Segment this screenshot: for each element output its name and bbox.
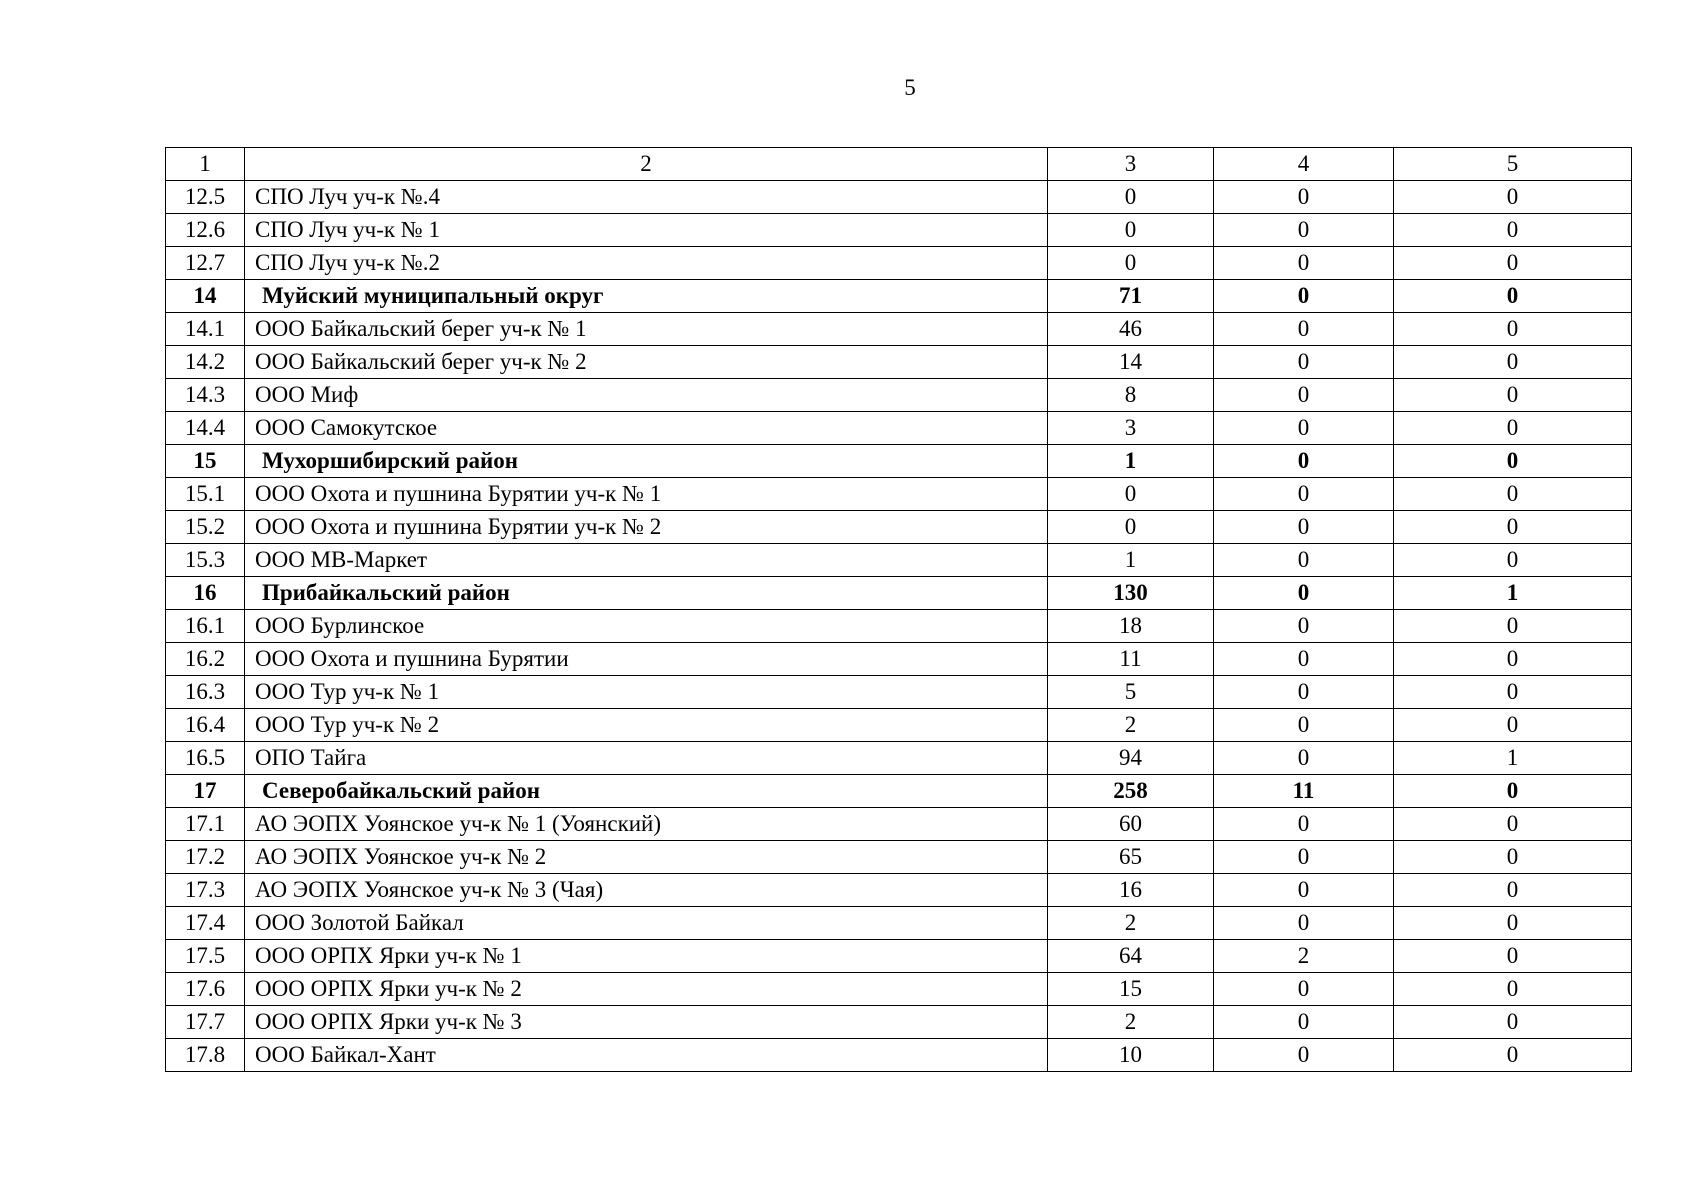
row-name-cell: ООО Тур уч-к № 2 <box>245 709 1048 742</box>
row-number-cell: 15.2 <box>166 511 245 544</box>
column-5-value-cell: 0 <box>1394 313 1632 346</box>
column-4-value-cell: 0 <box>1214 247 1394 280</box>
column-4-value-cell: 0 <box>1214 445 1394 478</box>
column-number-cell: 1 <box>166 148 245 181</box>
row-number-cell: 17.5 <box>166 940 245 973</box>
column-4-value-cell: 0 <box>1214 346 1394 379</box>
row-number-cell: 16.1 <box>166 610 245 643</box>
column-5-value-cell: 0 <box>1394 874 1632 907</box>
table-row <box>166 412 1632 445</box>
column-3-value-cell: 1 <box>1048 445 1214 478</box>
data-table <box>165 147 1632 1072</box>
row-number-cell: 14.2 <box>166 346 245 379</box>
row-name-cell: СПО Луч уч-к №.4 <box>245 181 1048 214</box>
column-5-value-cell: 0 <box>1394 775 1632 808</box>
row-name-cell: ООО Бурлинское <box>245 610 1048 643</box>
column-3-value-cell: 18 <box>1048 610 1214 643</box>
column-5-value-cell: 0 <box>1394 280 1632 313</box>
column-5-value-cell: 0 <box>1394 346 1632 379</box>
row-name-cell: СПО Луч уч-к № 1 <box>245 214 1048 247</box>
column-5-value-cell: 0 <box>1394 412 1632 445</box>
row-name-cell: ООО Золотой Байкал <box>245 907 1048 940</box>
column-5-value-cell: 0 <box>1394 511 1632 544</box>
column-4-value-cell: 0 <box>1214 610 1394 643</box>
column-5-value-cell: 0 <box>1394 841 1632 874</box>
column-5-value-cell: 0 <box>1394 907 1632 940</box>
row-name-cell: ООО Охота и пушнина Бурятии уч-к № 2 <box>245 511 1048 544</box>
column-3-value-cell: 10 <box>1048 1039 1214 1072</box>
row-number-cell: 17.3 <box>166 874 245 907</box>
column-4-value-cell: 2 <box>1214 940 1394 973</box>
row-number-cell: 17.6 <box>166 973 245 1006</box>
row-number-cell: 16.2 <box>166 643 245 676</box>
column-4-value-cell: 0 <box>1214 742 1394 775</box>
column-3-value-cell: 15 <box>1048 973 1214 1006</box>
row-number-cell: 12.7 <box>166 247 245 280</box>
column-4-value-cell: 0 <box>1214 577 1394 610</box>
row-number-cell: 16.3 <box>166 676 245 709</box>
column-number-cell: 2 <box>245 148 1048 181</box>
column-4-value-cell: 0 <box>1214 214 1394 247</box>
column-5-value-cell: 0 <box>1394 181 1632 214</box>
column-3-value-cell: 64 <box>1048 940 1214 973</box>
column-5-value-cell: 0 <box>1394 445 1632 478</box>
row-number-cell: 15 <box>166 445 245 478</box>
column-5-value-cell: 0 <box>1394 940 1632 973</box>
table-row <box>166 643 1632 676</box>
row-name-cell: ООО Тур уч-к № 1 <box>245 676 1048 709</box>
table-row <box>166 247 1632 280</box>
row-name-cell: ООО ОРПХ Ярки уч-к № 3 <box>245 1006 1048 1039</box>
column-3-value-cell: 0 <box>1048 511 1214 544</box>
column-3-value-cell: 3 <box>1048 412 1214 445</box>
row-name-cell: ООО Охота и пушнина Бурятии уч-к № 1 <box>245 478 1048 511</box>
column-4-value-cell: 0 <box>1214 643 1394 676</box>
column-5-value-cell: 0 <box>1394 610 1632 643</box>
row-name-cell: Северобайкальский район <box>245 775 1048 808</box>
column-4-value-cell: 0 <box>1214 709 1394 742</box>
table-row <box>166 1039 1632 1072</box>
row-name-cell: ООО Самокутское <box>245 412 1048 445</box>
column-number-cell: 3 <box>1048 148 1214 181</box>
column-5-value-cell: 1 <box>1394 577 1632 610</box>
column-4-value-cell: 0 <box>1214 379 1394 412</box>
table-row <box>166 940 1632 973</box>
table-row <box>166 214 1632 247</box>
column-4-value-cell: 0 <box>1214 1006 1394 1039</box>
table-row <box>166 841 1632 874</box>
row-number-cell: 14.1 <box>166 313 245 346</box>
row-name-cell: АО ЭОПХ Уоянское уч-к № 3 (Чая) <box>245 874 1048 907</box>
column-3-value-cell: 60 <box>1048 808 1214 841</box>
column-5-value-cell: 0 <box>1394 709 1632 742</box>
table-row <box>166 1006 1632 1039</box>
column-4-value-cell: 0 <box>1214 676 1394 709</box>
column-4-value-cell: 0 <box>1214 907 1394 940</box>
column-3-value-cell: 46 <box>1048 313 1214 346</box>
row-name-cell: Прибайкальский район <box>245 577 1048 610</box>
column-4-value-cell: 0 <box>1214 181 1394 214</box>
column-3-value-cell: 2 <box>1048 907 1214 940</box>
column-3-value-cell: 11 <box>1048 643 1214 676</box>
column-3-value-cell: 258 <box>1048 775 1214 808</box>
column-5-value-cell: 0 <box>1394 544 1632 577</box>
district-row <box>166 280 1632 313</box>
table-row <box>166 709 1632 742</box>
column-5-value-cell: 1 <box>1394 742 1632 775</box>
column-5-value-cell: 0 <box>1394 676 1632 709</box>
row-name-cell: Мухоршибирский район <box>245 445 1048 478</box>
row-number-cell: 16 <box>166 577 245 610</box>
district-row <box>166 577 1632 610</box>
column-4-value-cell: 0 <box>1214 544 1394 577</box>
row-name-cell: АО ЭОПХ Уоянское уч-к № 1 (Уоянский) <box>245 808 1048 841</box>
column-4-value-cell: 0 <box>1214 841 1394 874</box>
row-number-cell: 16.5 <box>166 742 245 775</box>
table-body <box>166 148 1632 1072</box>
column-5-value-cell: 0 <box>1394 478 1632 511</box>
row-number-cell: 17.8 <box>166 1039 245 1072</box>
column-4-value-cell: 0 <box>1214 478 1394 511</box>
column-5-value-cell: 0 <box>1394 973 1632 1006</box>
table-row <box>166 742 1632 775</box>
table-row <box>166 346 1632 379</box>
column-4-value-cell: 0 <box>1214 313 1394 346</box>
table-row <box>166 907 1632 940</box>
column-3-value-cell: 0 <box>1048 214 1214 247</box>
row-number-cell: 17.7 <box>166 1006 245 1039</box>
column-number-row <box>166 148 1632 181</box>
column-4-value-cell: 0 <box>1214 1039 1394 1072</box>
table-row <box>166 379 1632 412</box>
row-name-cell: ООО Охота и пушнина Бурятии <box>245 643 1048 676</box>
column-3-value-cell: 14 <box>1048 346 1214 379</box>
row-number-cell: 12.5 <box>166 181 245 214</box>
column-4-value-cell: 0 <box>1214 280 1394 313</box>
table-row <box>166 511 1632 544</box>
table-row <box>166 808 1632 841</box>
column-5-value-cell: 0 <box>1394 379 1632 412</box>
row-name-cell: АО ЭОПХ Уоянское уч-к № 2 <box>245 841 1048 874</box>
row-name-cell: ООО Байкальский берег уч-к № 1 <box>245 313 1048 346</box>
column-3-value-cell: 94 <box>1048 742 1214 775</box>
row-name-cell: ООО ОРПХ Ярки уч-к № 2 <box>245 973 1048 1006</box>
column-3-value-cell: 2 <box>1048 1006 1214 1039</box>
column-4-value-cell: 0 <box>1214 874 1394 907</box>
table-row <box>166 181 1632 214</box>
column-3-value-cell: 71 <box>1048 280 1214 313</box>
row-name-cell: Муйский муниципальный округ <box>245 280 1048 313</box>
district-row <box>166 445 1632 478</box>
row-number-cell: 14.4 <box>166 412 245 445</box>
row-number-cell: 17.1 <box>166 808 245 841</box>
column-3-value-cell: 0 <box>1048 181 1214 214</box>
row-name-cell: ОПО Тайга <box>245 742 1048 775</box>
district-row <box>166 775 1632 808</box>
table-row <box>166 313 1632 346</box>
row-number-cell: 17 <box>166 775 245 808</box>
column-4-value-cell: 0 <box>1214 973 1394 1006</box>
column-5-value-cell: 0 <box>1394 643 1632 676</box>
column-3-value-cell: 2 <box>1048 709 1214 742</box>
column-3-value-cell: 130 <box>1048 577 1214 610</box>
row-number-cell: 15.3 <box>166 544 245 577</box>
row-number-cell: 14.3 <box>166 379 245 412</box>
row-name-cell: ООО МВ-Маркет <box>245 544 1048 577</box>
table-row <box>166 544 1632 577</box>
row-number-cell: 16.4 <box>166 709 245 742</box>
column-4-value-cell: 0 <box>1214 511 1394 544</box>
column-number-cell: 4 <box>1214 148 1394 181</box>
column-number-cell: 5 <box>1394 148 1632 181</box>
table-row <box>166 478 1632 511</box>
row-number-cell: 17.4 <box>166 907 245 940</box>
row-name-cell: ООО Миф <box>245 379 1048 412</box>
row-name-cell: ООО Байкальский берег уч-к № 2 <box>245 346 1048 379</box>
column-3-value-cell: 65 <box>1048 841 1214 874</box>
row-number-cell: 14 <box>166 280 245 313</box>
column-3-value-cell: 16 <box>1048 874 1214 907</box>
row-name-cell: СПО Луч уч-к №.2 <box>245 247 1048 280</box>
column-4-value-cell: 0 <box>1214 808 1394 841</box>
column-5-value-cell: 0 <box>1394 214 1632 247</box>
table-row <box>166 676 1632 709</box>
column-3-value-cell: 5 <box>1048 676 1214 709</box>
table-row <box>166 874 1632 907</box>
column-5-value-cell: 0 <box>1394 1039 1632 1072</box>
column-3-value-cell: 1 <box>1048 544 1214 577</box>
column-4-value-cell: 0 <box>1214 412 1394 445</box>
row-number-cell: 12.6 <box>166 214 245 247</box>
column-3-value-cell: 0 <box>1048 247 1214 280</box>
table-row <box>166 610 1632 643</box>
column-5-value-cell: 0 <box>1394 808 1632 841</box>
page-number: 5 <box>904 75 916 100</box>
column-3-value-cell: 0 <box>1048 478 1214 511</box>
row-name-cell: ООО ОРПХ Ярки уч-к № 1 <box>245 940 1048 973</box>
column-5-value-cell: 0 <box>1394 1006 1632 1039</box>
table-row <box>166 973 1632 1006</box>
column-3-value-cell: 8 <box>1048 379 1214 412</box>
row-number-cell: 17.2 <box>166 841 245 874</box>
column-4-value-cell: 11 <box>1214 775 1394 808</box>
column-5-value-cell: 0 <box>1394 247 1632 280</box>
row-number-cell: 15.1 <box>166 478 245 511</box>
row-name-cell: ООО Байкал-Хант <box>245 1039 1048 1072</box>
